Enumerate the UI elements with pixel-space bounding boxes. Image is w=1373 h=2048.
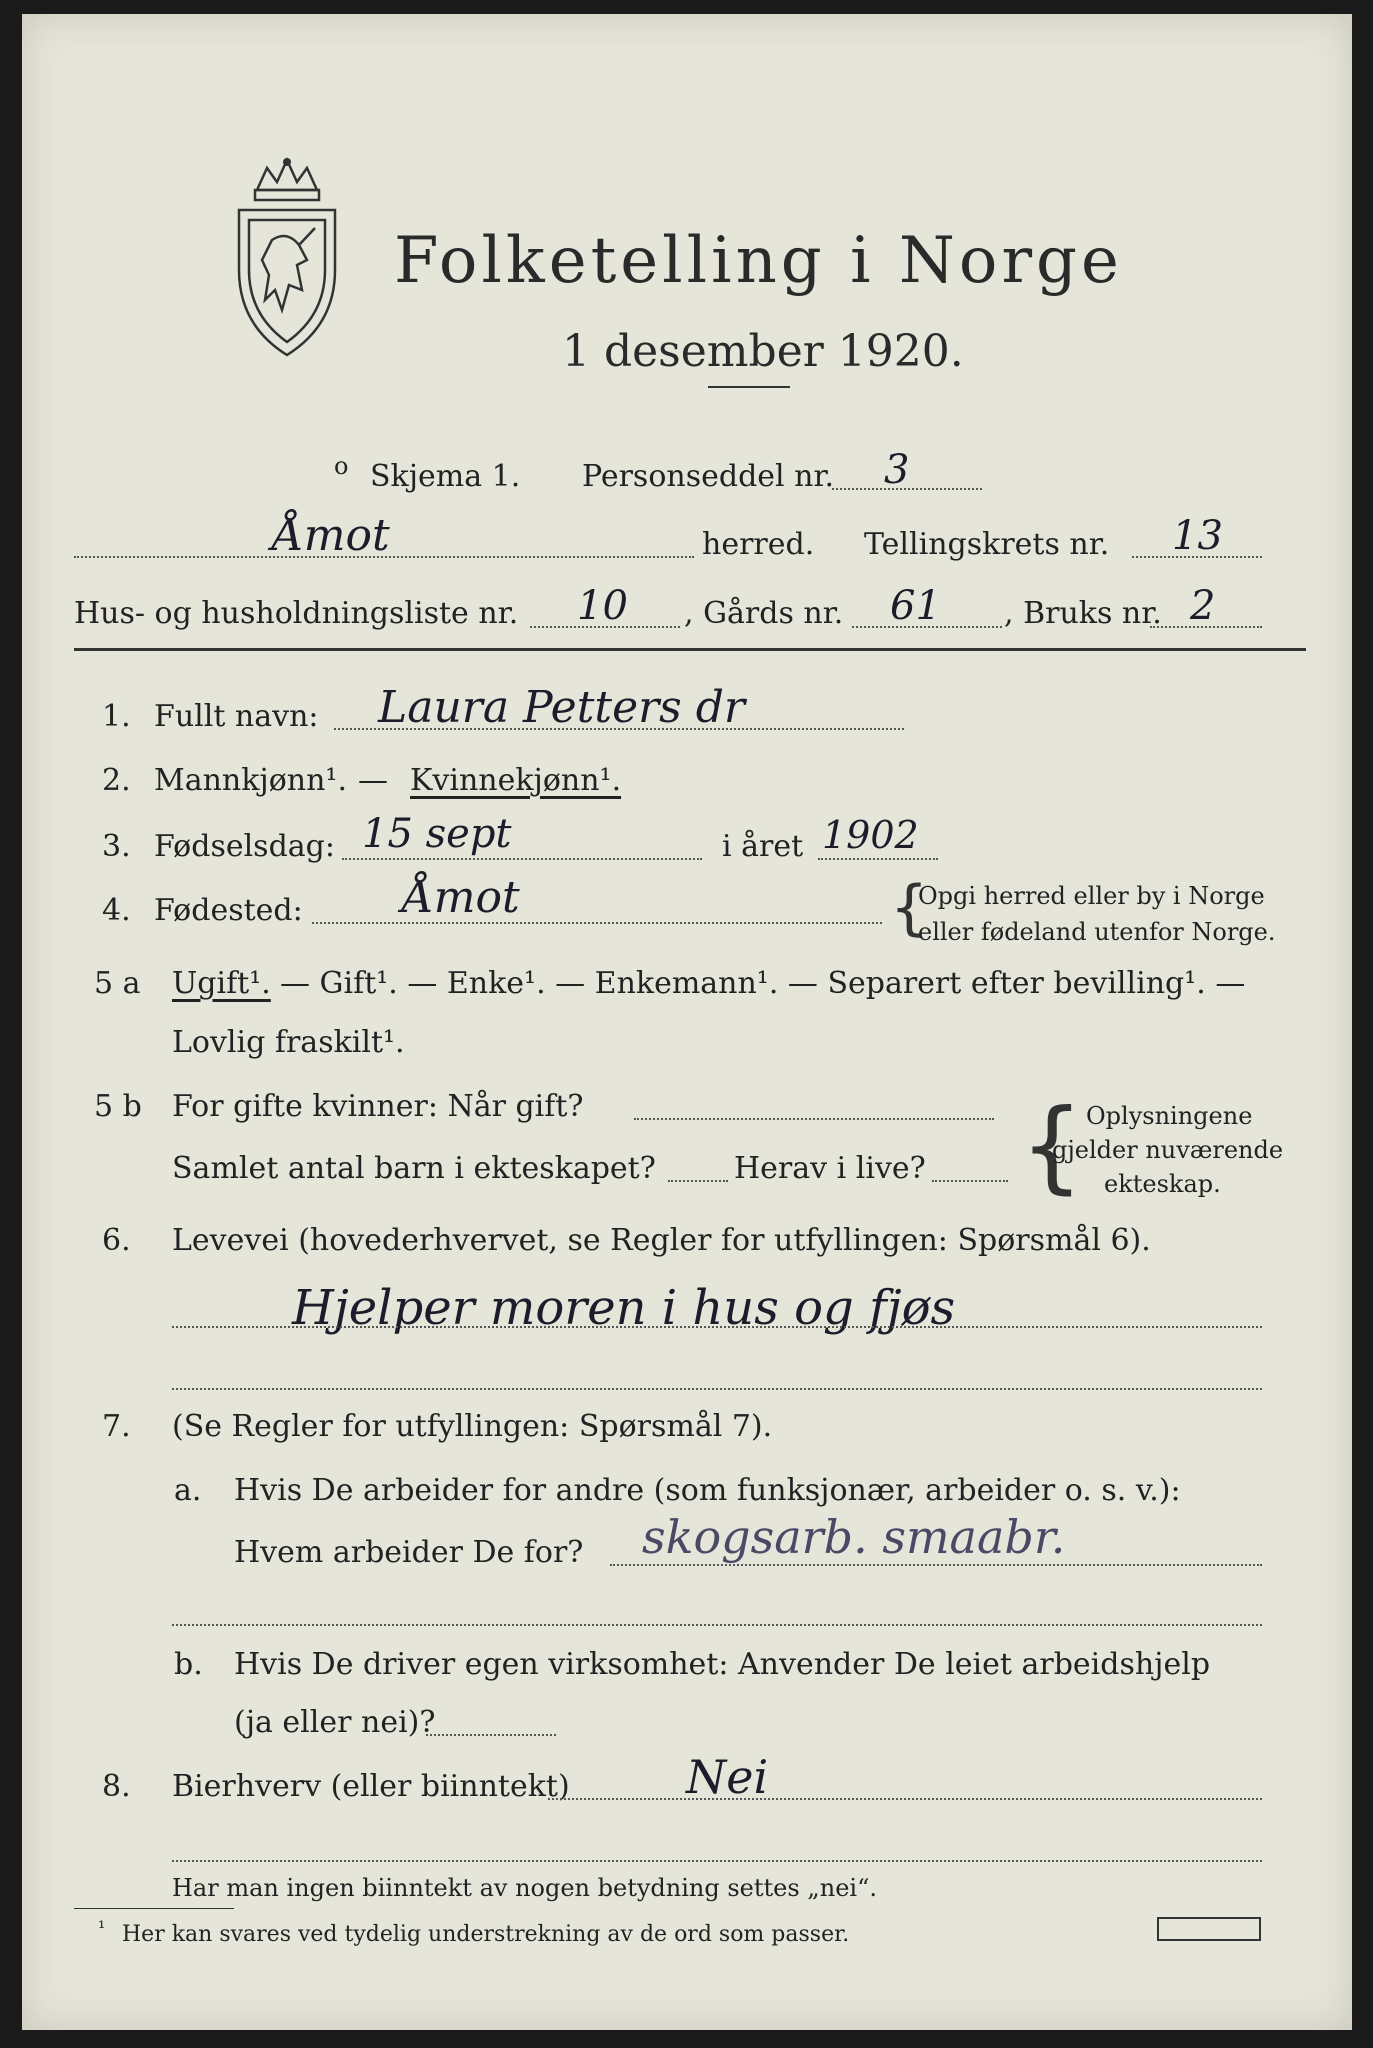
q4-brace: {	[890, 873, 929, 943]
gards-value[interactable]: 61	[890, 583, 941, 629]
birthplace-value[interactable]: Åmot	[402, 872, 520, 923]
hus-label: Hus- og husholdningsliste nr.	[74, 596, 519, 631]
q6-label: Levevei (hovederhvervet, se Regler for utfyllingen: Spørsmål 6).	[172, 1223, 1151, 1258]
q7b-label-1: Hvis De driver egen virksomhet: Anvender De leiet arbeidshjelp	[234, 1647, 1211, 1682]
title-divider	[708, 386, 790, 388]
unmarried-option[interactable]: Ugift¹.	[172, 966, 271, 1001]
q7a-label-1: Hvis De arbeider for andre (som funksjonær, arbeider o. s. v.):	[234, 1473, 1181, 1508]
q5b-note-2: gjelder nuværende	[1052, 1136, 1284, 1164]
header-rule	[74, 648, 1306, 651]
q2-separator: —	[358, 763, 388, 798]
form-date: 1 desember 1920.	[562, 326, 964, 377]
herred-value[interactable]: Åmot	[272, 510, 390, 561]
birth-year-value[interactable]: 1902	[822, 813, 919, 857]
gards-label: , Gårds nr.	[684, 596, 844, 631]
q6-number: 6.	[102, 1223, 131, 1258]
year-label: i året	[722, 829, 804, 864]
footnote-rule	[74, 1908, 234, 1909]
footnote-text: Her kan svares ved tydelig understrekning av de ord som passer.	[122, 1922, 850, 1947]
q5b-note-3: ekteskap.	[1104, 1170, 1221, 1198]
tellingskrets-value[interactable]: 13	[1172, 513, 1223, 559]
q4-number: 4.	[102, 893, 131, 928]
q7-number: 7.	[102, 1409, 131, 1444]
hus-value[interactable]: 10	[577, 583, 628, 629]
male-option: Mannkjønn¹.	[154, 763, 347, 798]
coat-of-arms-icon	[227, 150, 347, 360]
tellingskrets-label: Tellingskrets nr.	[864, 527, 1110, 562]
q3-number: 3.	[102, 829, 131, 864]
footnote-mark: ¹	[98, 1918, 106, 1939]
female-option[interactable]: Kvinnekjønn¹.	[410, 763, 622, 798]
footer-note: Har man ingen biinntekt av nogen betydning settes „nei“.	[172, 1874, 877, 1902]
q1-number: 1.	[102, 699, 131, 734]
personseddel-label: Personseddel nr.	[582, 459, 835, 494]
q5b-note-1: Oplysningene	[1086, 1102, 1253, 1130]
q1-label: Fullt navn:	[154, 699, 319, 734]
q7b-label-2: (ja eller nei)?	[234, 1705, 436, 1740]
bruks-label: , Bruks nr.	[1004, 596, 1162, 631]
herred-label: herred.	[702, 527, 815, 562]
children-label: Samlet antal barn i ekteskapet?	[172, 1151, 656, 1186]
q7a-letter: a.	[174, 1473, 202, 1508]
q4-note-1: Opgi herred eller by i Norge	[918, 882, 1265, 910]
q7b-letter: b.	[174, 1647, 203, 1682]
form-title: Folketelling i Norge	[394, 224, 1123, 298]
employer-value[interactable]: skogsarb. smaabr.	[642, 1510, 1066, 1564]
q8-label: Bierhverv (eller biinntekt)	[172, 1769, 570, 1804]
q4-label: Fødested:	[154, 893, 303, 928]
occupation-value[interactable]: Hjelper moren i hus og fjøs	[292, 1280, 956, 1336]
q2-number: 2.	[102, 763, 131, 798]
schema-mark: o	[334, 452, 349, 480]
census-form	[22, 14, 1352, 2030]
schema-label: Skjema 1.	[370, 459, 521, 494]
alive-label: Herav i live?	[734, 1151, 926, 1186]
q5b-brace: {	[1020, 1087, 1084, 1204]
printer-stamp	[1157, 1917, 1261, 1941]
q7-label: (Se Regler for utfyllingen: Spørsmål 7).	[172, 1409, 773, 1444]
birthday-value[interactable]: 15 sept	[362, 811, 512, 857]
q5b-number: 5 b	[94, 1089, 142, 1124]
q3-label: Fødselsdag:	[154, 829, 335, 864]
q5a-number: 5 a	[94, 966, 141, 1001]
q8-number: 8.	[102, 1769, 131, 1804]
q4-note-2: eller fødeland utenfor Norge.	[918, 918, 1276, 946]
marital-options: — Gift¹. — Enke¹. — Enkemann¹. — Separert efter bevilling¹. —	[280, 966, 1246, 1001]
side-income-value[interactable]: Nei	[686, 1750, 769, 1804]
personseddel-value[interactable]: 3	[884, 447, 910, 493]
divorced-option: Lovlig fraskilt¹.	[172, 1025, 405, 1060]
full-name-value[interactable]: Laura Petters dr	[378, 682, 745, 733]
bruks-value[interactable]: 2	[1190, 583, 1216, 629]
q7a-label-2: Hvem arbeider De for?	[234, 1535, 584, 1570]
married-when-label: For gifte kvinner: Når gift?	[172, 1089, 584, 1124]
